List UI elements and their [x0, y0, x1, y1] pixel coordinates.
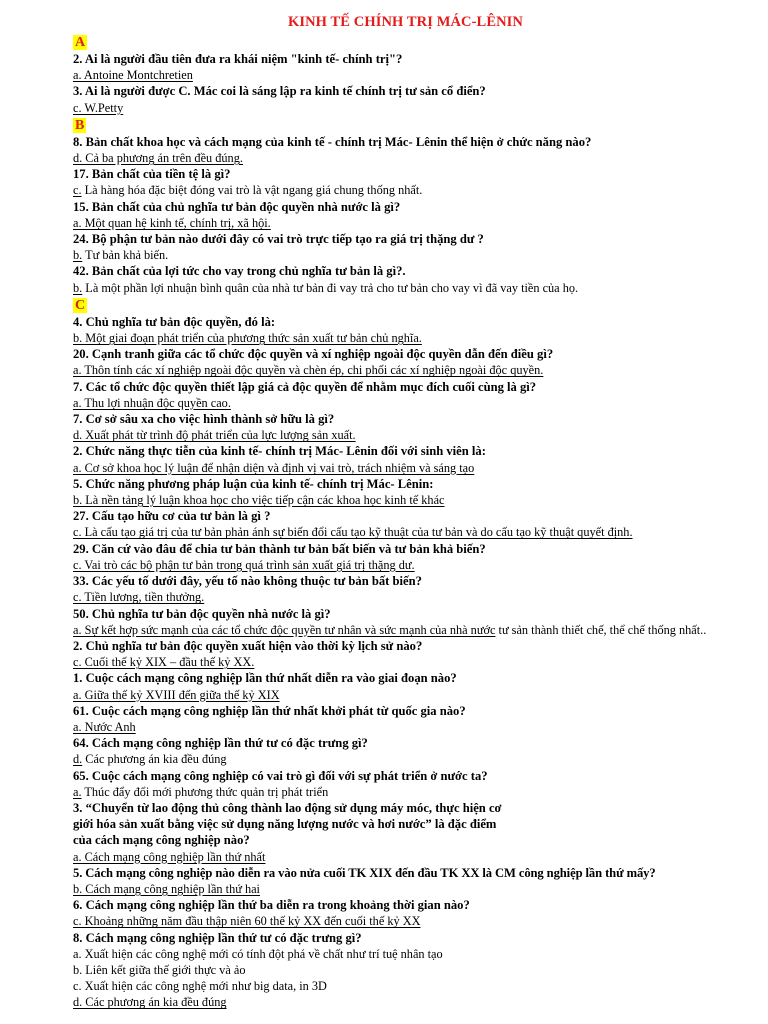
section-c [73, 296, 728, 1011]
answer-key: a. [73, 784, 82, 799]
answer-key: a. Một quan hệ kinh tế, chính trị, xã hội. [73, 215, 271, 230]
answer [73, 524, 728, 540]
answer-key: c. Khoảng những năm đầu thập niên 60 thế kỷ XX đến cuối thế kỷ XX [73, 914, 421, 929]
answer-key: c. Là cấu tạo giá trị của tư bản phản ánh sự biến đổi cấu tạo kỹ thuật của tư bản và do cấu tạo kỹ thuật quyết định. [73, 525, 633, 540]
answer-key: a. Thu lợi nhuận độc quyền cao. [73, 395, 231, 410]
answer-key: a. Giữa thế kỷ XVIII đến giữa thế kỷ XIX [73, 687, 280, 702]
section-letter: A [75, 35, 86, 50]
answer-key: a. Antoine Montchretien [73, 68, 193, 83]
answer [73, 427, 728, 443]
answer-key: a. Cách mạng công nghiệp lần thứ nhất [73, 849, 266, 864]
section-letter: C [75, 297, 86, 313]
question: 42. Bản chất của lợi tức cho vay trong chủ nghĩa tư bản là gì?. [73, 264, 406, 279]
answer [73, 719, 728, 735]
answer [73, 784, 728, 800]
answer-key: d. Các phương án kia đều đúng [73, 995, 227, 1010]
answer [73, 247, 728, 263]
question: 50. Chủ nghĩa tư bản độc quyền nhà nước là gì? [73, 606, 331, 621]
answer-text: Thúc đẩy đổi mới phương thức quản trị phát triển [81, 784, 329, 799]
question: 5. Chức năng phương pháp luận của kinh tế- chính trị Mác- Lênin: [73, 476, 434, 491]
question: 24. Bộ phận tư bản nào dưới đây có vai trò trực tiếp tạo ra giá trị thặng dư ? [73, 232, 484, 247]
answer [73, 751, 728, 767]
answer [73, 150, 728, 166]
section-b [73, 116, 728, 296]
question: 5. Cách mạng công nghiệp nào diễn ra vào nửa cuối TK XIX đến đầu TK XX là CM công nghiệp lần thứ mấy? [73, 865, 656, 880]
answer-key: c. Tiền lương, tiền thưởng. [73, 590, 205, 605]
answer [73, 654, 728, 670]
question: 17. Bản chất của tiền tệ là gì? [73, 167, 231, 182]
answer [73, 362, 728, 378]
answer-key: c. Cuối thế kỷ XIX – đầu thế kỷ XX. [73, 655, 255, 670]
answer-text: Là một phần lợi nhuận bình quân của nhà tư bản đi vay trả cho tư bản cho vay vì đã vay tiền của họ. [82, 280, 579, 295]
question: 27. Cấu tạo hữu cơ của tư bản là gì ? [73, 509, 271, 524]
question: 29. Căn cứ vào đâu để chia tư bản thành tư bản bất biến và tư bản khả biến? [73, 541, 486, 556]
question: 15. Bản chất của chủ nghĩa tư bản độc quyền nhà nước là gì? [73, 199, 401, 214]
question: 65. Cuộc cách mạng công nghiệp có vai trò gì đối với sự phát triển ở nước ta? [73, 768, 488, 783]
section-letter: B [75, 117, 85, 133]
question: 3. Ai là người được C. Mác coi là sáng lập ra kinh tế chính trị tư sản cổ điển? [73, 84, 486, 99]
question: 7. Các tổ chức độc quyền thiết lập giá cả độc quyền để nhằm mục đích cuối cùng là gì? [73, 379, 537, 394]
answer [73, 100, 728, 116]
answer-key: b. Là nền tảng lý luận khoa học cho việc tiếp cận các khoa học kinh tế khác [73, 493, 445, 508]
question: 61. Cuộc cách mạng công nghiệp lần thứ nhất khởi phát từ quốc gia nào? [73, 703, 466, 718]
question: 7. Cơ sở sâu xa cho việc hình thành sở hữu là gì? [73, 412, 335, 427]
question: 2. Ai là người đầu tiên đưa ra khái niệm "kinh tế- chính trị"? [73, 52, 403, 66]
answer-key: b. [73, 280, 83, 295]
question: 4. Chủ nghĩa tư bản độc quyền, đó là: [73, 314, 276, 329]
answer [73, 913, 728, 929]
answer-key: b. Một giai đoạn phát triển của phương thức sản xuất tư bản chủ nghĩa. [73, 331, 422, 346]
question: 2. Chủ nghĩa tư bản độc quyền xuất hiện vào thời kỳ lịch sử nào? [73, 638, 423, 653]
answer-key: d. Cả ba phương án trên đều đúng. [73, 151, 243, 166]
answer-option: b. Liên kết giữa thế giới thực và ảo [73, 962, 246, 977]
question: 1. Cuộc cách mạng công nghiệp lần thứ nhất diễn ra vào giai đoạn nào? [73, 671, 457, 686]
answer-text: Tư bản khả biến. [82, 248, 169, 263]
question: 33. Các yếu tố dưới đây, yếu tố nào không thuộc tư bản bất biến? [73, 574, 422, 589]
section-a [73, 33, 728, 116]
answer [73, 557, 728, 573]
answer-key: c. Vai trò các bộ phận tư bản trong quá trình sản xuất giá trị thặng dư. [73, 557, 415, 572]
answer [73, 622, 728, 638]
answer [73, 994, 728, 1010]
answer-option: c. Xuất hiện các công nghệ mới như big data, in 3D [73, 979, 327, 994]
answer-text: Các phương án kia đều đúng [82, 752, 227, 767]
answer-option: a. Xuất hiện các công nghệ mới có tính đột phá về chất như trí tuệ nhân tạo [73, 946, 443, 961]
question: 6. Cách mạng công nghiệp lần thứ ba diễn ra trong khoảng thời gian nào? [73, 898, 470, 913]
answer-key: d. [73, 752, 83, 767]
answer [73, 330, 728, 346]
document-title: KINH TẾ CHÍNH TRỊ MÁC-LÊNIN [287, 14, 523, 30]
answer [73, 395, 728, 411]
question: 8. Bản chất khoa học và cách mạng của kinh tế - chính trị Mác- Lênin thể hiện ở chức năng nào? [73, 134, 592, 149]
answer-key: c. W.Petty [73, 100, 124, 115]
answer-key: b. Cách mạng công nghiệp lần thứ hai [73, 881, 260, 896]
answer-key: d. Xuất phát từ trình độ phát triển của lực lượng sản xuất. [73, 428, 356, 443]
answer [73, 492, 728, 508]
question: 8. Cách mạng công nghiệp lần thứ tư có đặc trưng gì? [73, 930, 362, 945]
question: 20. Cạnh tranh giữa các tổ chức độc quyền và xí nghiệp ngoài độc quyền dẫn đến điều gì? [73, 347, 554, 362]
answer [73, 67, 728, 83]
question: 64. Cách mạng công nghiệp lần thứ tư có đặc trưng gì? [73, 736, 368, 751]
answer-key: a. Sự kết hợp sức mạnh của các tổ chức độc quyền tư nhân và sức mạnh của nhà nước [73, 622, 496, 637]
answer-text: Là hàng hóa đặc biệt đóng vai trò là vật ngang giá chung thống nhất. [81, 183, 423, 198]
answer-key: a. Nước Anh [73, 719, 136, 734]
answer [73, 460, 728, 476]
question: 2. Chức năng thực tiễn của kinh tế- chính trị Mác- Lênin đối với sinh viên là: [73, 444, 486, 459]
answer-key: b. [73, 248, 83, 263]
question: 3. “Chuyển từ lao động thủ công thành lao động sử dụng máy móc, thực hiện cơ giới hóa sản xuất bằng việc sử dụng năng lượng nước và hơi nước” là đặc điểm của cách mạng công nghiệp nào? [73, 800, 502, 848]
answer [73, 881, 728, 897]
answer-key: a. Cơ sở khoa học lý luận để nhận diện và định vị vai trò, trách nhiệm và sáng tạo [73, 460, 475, 475]
answer [73, 849, 728, 865]
answer [73, 280, 728, 296]
answer-key: a. Thôn tính các xí nghiệp ngoài độc quyền và chèn ép, chi phối các xí nghiệp ngoài độc quyền. [73, 363, 544, 378]
answer [73, 687, 728, 703]
answer [73, 589, 728, 605]
answer [73, 182, 728, 198]
answer [73, 215, 728, 231]
answer-text: tư sản thành thiết chế, thể chế thống nhất.. [495, 622, 707, 637]
answer-key: c. [73, 183, 82, 198]
